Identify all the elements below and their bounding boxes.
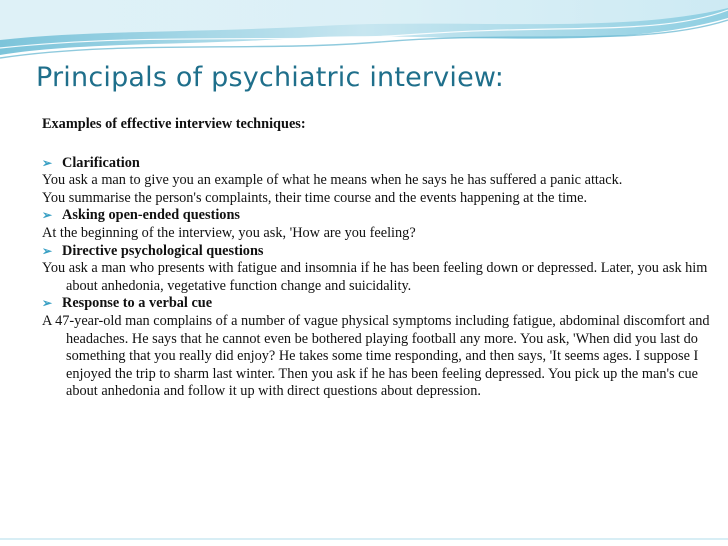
footer-divider bbox=[0, 538, 728, 540]
technique-sections bbox=[42, 155, 712, 401]
section-paragraph: You ask a man who presents with fatigue and insomnia if he has been feeling down or depressed. Later, you ask him about anhedonia, vegetative function change and suicidality. bbox=[42, 260, 708, 294]
section-heading bbox=[42, 207, 712, 225]
section-paragraph: At the beginning of the interview, you ask, 'How are you feeling? bbox=[42, 224, 416, 241]
section-heading-label: Response to a verbal cue bbox=[62, 295, 213, 312]
slide-subtitle: Examples of effective interview techniques: bbox=[42, 116, 306, 132]
arrow-bullet-icon: ➢ bbox=[42, 243, 53, 258]
section-paragraph: A 47-year-old man complains of a number of vague physical symptoms including fatigue, abdominal discomfort and headaches. He says that he cannot even be bothered playing football any more. You ask, 'When did you last do something that you really did enjoy? He takes some time responding, and then says, 'It seems ages. I suppose I enjoyed the trip to sharm last winter. Then you ask if he has been feeling depressed. You pick up the man's cue about anhedonia and follow it up with direct questions about depression. bbox=[42, 312, 710, 400]
header-wave-decoration bbox=[0, 0, 728, 70]
section-paragraph: You ask a man to give you an example of what he means when he says he has suffered a panic attack. bbox=[42, 172, 623, 189]
arrow-bullet-icon: ➢ bbox=[42, 155, 53, 170]
section-heading-label: Directive psychological questions bbox=[62, 242, 264, 259]
arrow-bullet-icon: ➢ bbox=[42, 296, 53, 311]
arrow-bullet-icon: ➢ bbox=[42, 208, 53, 223]
section-heading bbox=[42, 295, 712, 313]
section-heading-label: Asking open-ended questions bbox=[62, 207, 240, 224]
slide-title: Principals of psychiatric interview: bbox=[36, 62, 505, 93]
section-heading bbox=[42, 155, 712, 173]
section-heading-label: Clarification bbox=[62, 154, 140, 171]
section-paragraph: You summarise the person's complaints, their time course and the events happening at the time. bbox=[42, 189, 588, 206]
section-heading bbox=[42, 243, 712, 261]
slide-content bbox=[42, 116, 712, 401]
